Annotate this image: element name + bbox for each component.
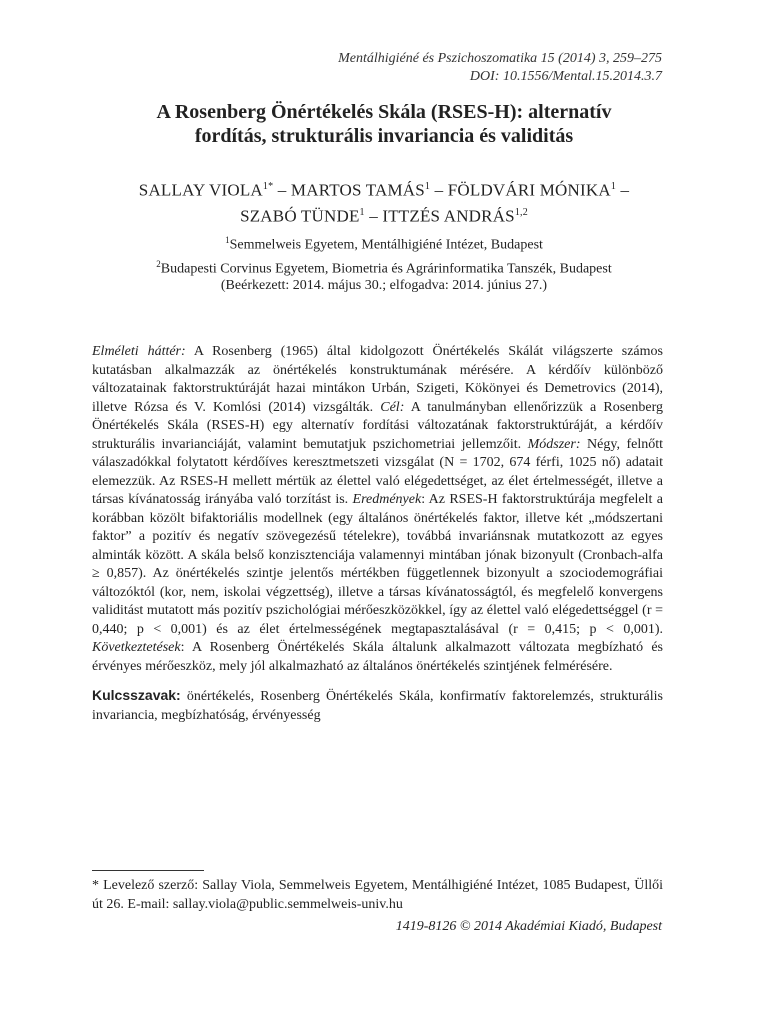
abstract-text-method: Négy, felnőtt válaszadókkal folytatott kérdőíves keresztmetszeti vizsgálat (N = 1702, 674 férfi, 1025 nő) adatait elemezzük. Az RSES-H mellett mértük az élettel való elégedettséget, az élet értelmességét, illetve a társas kívánatosság irányába való torzítást is. xyxy=(92,436,663,507)
abstract-text-background: A Rosenberg (1965) által kidolgozott Önértékelés Skálát világszerte számos kutatásban alkalmazzák az önértékelés konstruktumának mérésére. A kérdőív különböző változatainak faktorstruktúráját hazai mintákon Urbán, Szigeti, Kökönyei és Demetrovics (2014), illetve Rózsa és V. Komlósi (2014) vizsgálták. xyxy=(92,344,663,415)
author-name: ITTZÉS ANDRÁS xyxy=(382,206,515,226)
affiliation-text: Semmelweis Egyetem, Mentálhigiéné Intézet, Budapest xyxy=(229,237,543,253)
title-line-2: fordítás, strukturális invariancia és validitás xyxy=(194,125,574,147)
author-affiliation-mark: 1,2 xyxy=(514,206,528,218)
author-name: SZABÓ TÜNDE xyxy=(240,206,360,226)
author-name: MARTOS TAMÁS xyxy=(290,180,425,200)
journal-citation: Mentálhigiéné és Pszichoszomatika 15 (2014) 3, 259–275 xyxy=(338,51,662,66)
author-name: SALLAY VIOLA xyxy=(138,180,263,200)
copyright-line: 1419-8126 © 2014 Akadémiai Kiadó, Budapest xyxy=(395,919,662,934)
keywords xyxy=(92,686,663,725)
affiliation-2 xyxy=(80,255,688,279)
abstract-text-aim: A tanulmányban ellenőrizzük a Rosenberg Önértékelés Skála (RSES-H) egy alternatív fordítási változatának faktorstruktúráját, a kérdőív strukturális invarianciáját, valamint bemutatjuk pszichometriai jellemzőit. xyxy=(92,399,663,452)
abstract-text-conclusions: : A Rosenberg Önértékelés Skála általunk alkalmazott változata megbízható és érvényes mérőeszköz, mely jól alkalmazható az általános önértékelés szintjének felmérésére. xyxy=(92,640,663,674)
author-list xyxy=(80,176,688,227)
affiliation-1 xyxy=(80,231,688,255)
author-name: FÖLDVÁRI MÓNIKA xyxy=(447,180,611,200)
author-separator: – xyxy=(616,180,630,200)
author-separator: – xyxy=(273,180,291,200)
article-title xyxy=(80,100,688,148)
keywords-label: Kulcsszavak: xyxy=(92,687,181,703)
abstract-label-background: Elméleti háttér: xyxy=(92,344,186,359)
affiliation-text: Budapesti Corvinus Egyetem, Biometria és Agrárinformatika Tanszék, Budapest xyxy=(160,261,612,277)
title-line-1: A Rosenberg Önértékelés Skála (RSES-H): alternatív xyxy=(156,101,612,123)
doi-line: DOI: 10.1556/Mental.15.2014.3.7 xyxy=(469,69,662,84)
corresponding-author-footnote: * Levelező szerző: Sallay Viola, Semmelweis Egyetem, Mentálhigiéné Intézet, 1085 Budapest, Üllői út 26. E-mail: sallay.viola@public.semmelweis-univ.hu xyxy=(92,878,663,912)
affiliation-mark: 2 xyxy=(156,258,161,269)
footnote-divider xyxy=(92,870,204,871)
abstract-label-conclusions: Következtetések xyxy=(92,640,181,655)
author-affiliation-mark: 1 xyxy=(359,206,365,218)
abstract-label-results: Eredmények xyxy=(348,492,422,507)
journal-header xyxy=(338,50,662,86)
affiliation-mark: 1 xyxy=(225,235,230,245)
author-separator: – xyxy=(364,206,383,226)
author-affiliation-mark: 1 xyxy=(424,181,431,192)
author-separator: – xyxy=(430,180,448,200)
received-dates: (Beérkezett: 2014. május 30.; elfogadva: 2014. június 27.) xyxy=(220,278,548,293)
keywords-text: önértékelés, Rosenberg Önértékelés Skála, konfirmatív faktorelemzés, strukturális invariancia, megbízhatóság, érvényesség xyxy=(92,689,663,723)
author-affiliation-mark: 1 xyxy=(610,181,617,192)
abstract-text-results: : Az RSES-H faktorstruktúrája megfelelt a korábban közölt bifaktoriális modellnek (egy általános önértékelés faktor, illetve két „módszertani faktor” a pozitív és negatív szövegezésű tételekre), továbbá invariánsnak mutatkozott az egyes alminták között. A skála belső konzisztenciája valamennyi mintában jónak bizonyult (Cronbach-alfa ≥ 0,857). Az önértékelés szintje jelentős mértékben függetlennek bizonyult a szociodemográfiai változóktól (kor, nem, iskolai végzettség), illetve a társas kívánatosságtól, és megfelelő konvergens validitást mutatott más pozitív pszichológiai mérőeszközökkel, így az élettel való elégedettséggel (r = 0,440; p < 0,001) és az élet értelmességének megtapasztalásával (r = 0,415; p < 0,001). xyxy=(92,492,663,637)
abstract xyxy=(92,343,663,676)
abstract-label-method: Módszer: xyxy=(521,436,581,452)
affiliations xyxy=(80,231,688,278)
abstract-label-aim: Cél: xyxy=(373,399,405,415)
author-affiliation-mark: 1* xyxy=(262,181,274,192)
